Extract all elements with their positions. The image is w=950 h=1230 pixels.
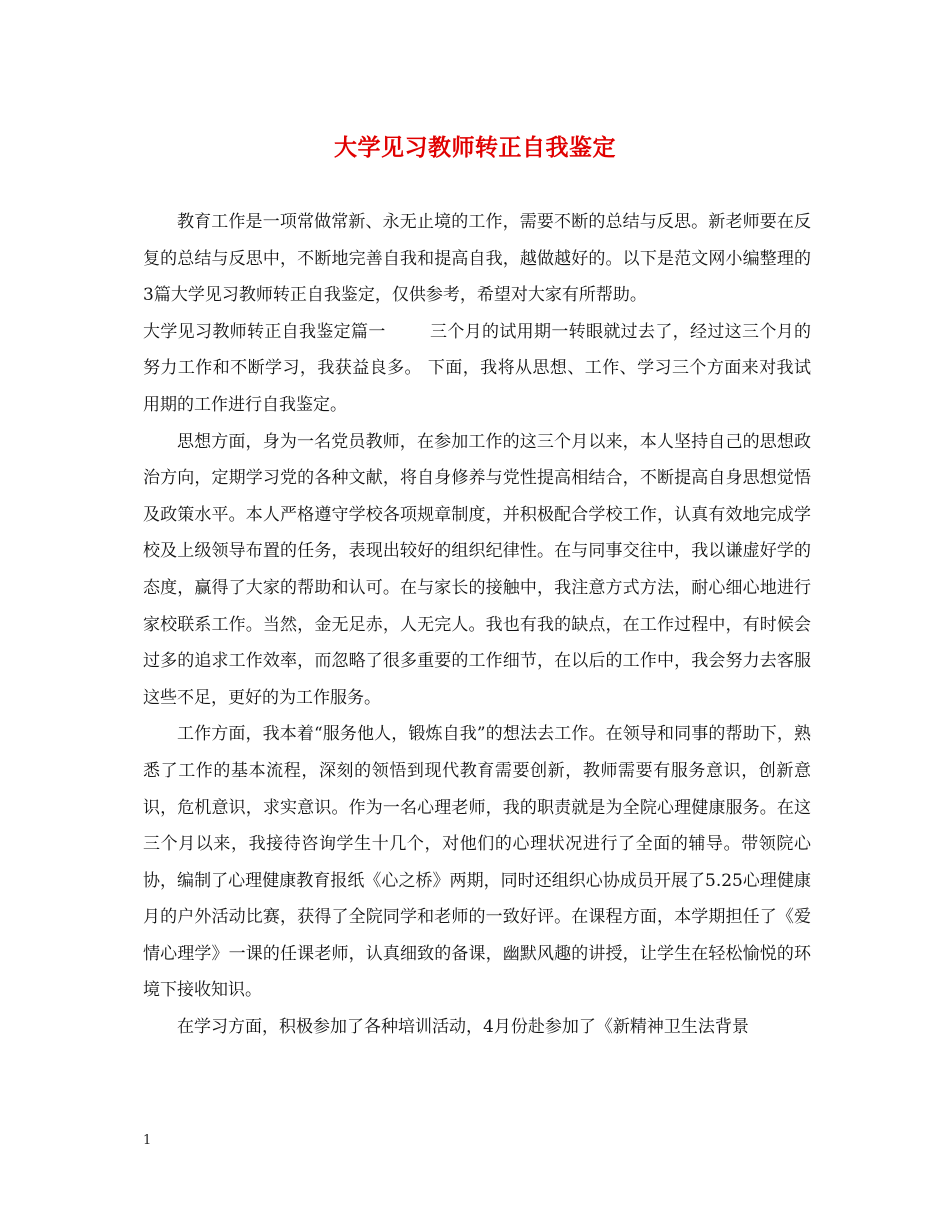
document-body (143, 204, 811, 1046)
section-heading: 大学见习教师转正自我鉴定篇一 (143, 321, 386, 342)
section-opening: 三个月的试用期一转眼就过去了，经过这三个月的努力工作和不断学习，我获益良多。 下面，我将从思想、工作、学习三个方面来对我试用期的工作进行自我鉴定。 (143, 321, 812, 415)
paragraph-work: 工作方面，我本着“服务他人，锻炼自我”的想法去工作。在领导和同事的帮助下，熟悉了工作的基本流程，深刻的领悟到现代教育需要创新，教师需要有服务意识，创新意识，危机意识，求实意识。作为一名心理老师，我的职责就是为全院心理健康服务。在这三个月以来，我接待咨询学生十几个，对他们的心理状况进行了全面的辅导。带领院心协，编制了心理健康教育报纸《心之桥》两期，同时还组织心协成员开展了5.25心理健康月的户外活动比赛，获得了全院同学和老师的一致好评。在课程方面，本学期担任了《爱情心理学》一课的任课老师，认真细致的备课，幽默风趣的讲授，让学生在轻松愉悦的环境下接收知识。 (143, 724, 811, 1001)
paragraph-thought: 思想方面，身为一名党员教师，在参加工作的这三个月以来，本人坚持自己的思想政治方向，定期学习党的各种文献，将自身修养与党性提高相结合，不断提高自身思想觉悟及政策水平。本人严格遵守学校各项规章制度，并积极配合学校工作，认真有效地完成学校及上级领导布置的任务，表现出较好的组织纪律性。在与同事交往中，我以谦虚好学的态度，赢得了大家的帮助和认可。在与家长的接触中，我注意方式方法，耐心细心地进行家校联系工作。当然，金无足赤，人无完人。我也有我的缺点，在工作过程中，有时候会过多的追求工作效率，而忽略了很多重要的工作细节，在以后的工作中，我会努力去客服这些不足，更好的为工作服务。 (143, 431, 811, 708)
paragraph-section-one (143, 314, 811, 424)
page-number: 1 (143, 1133, 152, 1148)
paragraph-study: 在学习方面，积极参加了各种培训活动，4月份赴参加了《新精神卫生法背景 (177, 1017, 749, 1038)
document-title: 大学见习教师转正自我鉴定 (334, 134, 616, 161)
paragraph-intro: 教育工作是一项常做常新、永无止境的工作，需要不断的总结与反思。新老师要在反复的总结与反思中，不断地完善自我和提高自我，越做越好的。以下是范文网小编整理的3篇大学见习教师转正自我鉴定，仅供参考，希望对大家有所帮助。 (143, 212, 811, 306)
